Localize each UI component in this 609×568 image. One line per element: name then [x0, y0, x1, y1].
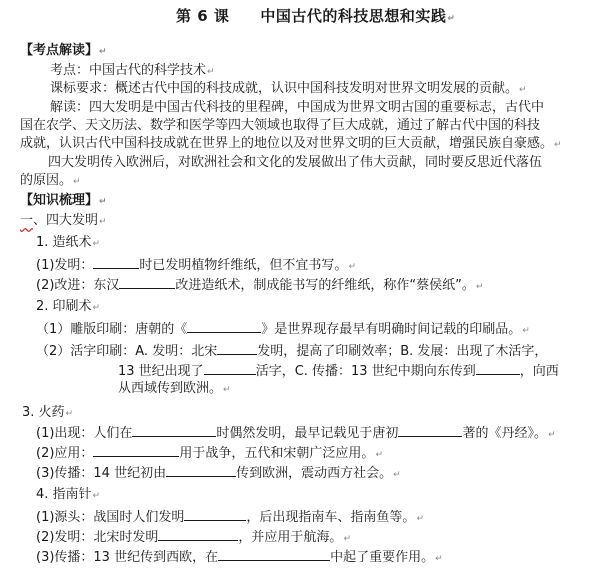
paragraph-mark: ↵: [522, 326, 530, 336]
paragraph-mark: ↵: [435, 554, 443, 564]
fill-blank[interactable]: [93, 444, 179, 457]
paragraph-mark: ↵: [92, 303, 101, 313]
paragraph-mark: ↵: [73, 177, 81, 187]
paper-line-1: (1)发明： 时已发明植物纤维纸，但不宜书写。↵: [36, 258, 356, 273]
paragraph-mark: ↵: [92, 491, 101, 501]
paragraph-mark: ↵: [519, 85, 527, 95]
paragraph-mark: ↵: [447, 14, 456, 24]
fill-blank[interactable]: [132, 424, 216, 437]
lesson-title: [176, 8, 455, 28]
section-heading-zhishi: 【知识梳理】↵: [20, 193, 107, 208]
jiedu-line-4: 四大发明传入欧洲后，对欧洲社会和文化的发展做出了伟大贡献，同时要反思近代落伍: [48, 155, 543, 170]
fill-blank[interactable]: [93, 256, 139, 269]
kaodian-line: 考点：中国古代的科学技术↵: [50, 63, 215, 78]
paragraph-mark: ↵: [375, 450, 383, 460]
kebiao-line: 课标要求：概述古代中国的科技成就，认识中国科技发明对世界文明发展的贡献。↵: [50, 81, 527, 96]
compass-line-2: (2)发明：北宋时发明 ，并应用于航海。↵: [36, 530, 351, 545]
jiedu-line-1: 解读：四大发明是中国古代科技的里程碑，中国成为世界文明古国的重要标志，古代中: [50, 100, 545, 115]
gunpowder-heading: 3. 火药↵: [22, 405, 74, 420]
lesson-title-text: 第 6 课 中国古代的科技思想和实践: [176, 7, 447, 25]
fill-blank[interactable]: [158, 528, 238, 541]
printing-line-3: 13 世纪出现了 活字，C. 传播：13 世纪中期向东传到 ，向西: [118, 364, 559, 379]
fill-blank[interactable]: [166, 464, 236, 477]
paragraph-mark: ↵: [65, 409, 74, 419]
paper-line-2: (2)改进：东汉 改进造纸术，制成能书写的纤维纸，称作“蔡侯纸”。↵: [36, 278, 484, 293]
compass-line-1: (1)源头：战国时人们发明 ，后出现指南车、指南鱼等。↵: [36, 510, 424, 525]
fill-blank[interactable]: [398, 424, 462, 437]
compass-heading: 4. 指南针↵: [36, 487, 101, 502]
part1-heading: 一、四大发明↵: [20, 213, 107, 228]
paragraph-mark: ↵: [99, 47, 107, 57]
paragraph-mark: ↵: [99, 217, 107, 227]
paragraph-mark: ↵: [343, 534, 351, 544]
paragraph-mark: ↵: [547, 430, 556, 440]
gunpowder-line-3: (3)传播：14 世纪初由 传到欧洲，震动西方社会。↵: [36, 466, 401, 481]
fill-blank[interactable]: [187, 320, 261, 333]
fill-blank[interactable]: [218, 548, 330, 561]
fill-blank[interactable]: [184, 508, 246, 521]
paragraph-mark: ↵: [223, 385, 231, 395]
printing-heading: 2. 印刷术↵: [36, 299, 101, 314]
printing-line-2: （2）活字印刷：A. 发明：北宋 发明，提高了印刷效率；B. 发展：出现了木活字，: [36, 344, 548, 359]
paper-heading: 1. 造纸术↵: [36, 235, 101, 250]
jiedu-line-3: 成就，认识古代中国科技成就在世界上的地位以及对世界文明的巨大贡献，增强民族自豪感。↵: [20, 136, 562, 151]
paragraph-mark: ↵: [348, 262, 356, 272]
fill-blank[interactable]: [476, 362, 520, 375]
paragraph-mark: ↵: [99, 197, 107, 207]
fill-blank[interactable]: [119, 276, 175, 289]
printing-line-4: 从西域传到欧洲。↵: [118, 381, 231, 396]
gunpowder-line-1: (1)出现：人们在 时偶然发明，最早记载见于唐初 著的《丹经》。↵: [36, 426, 556, 441]
gunpowder-line-2: (2)应用： 用于战争，五代和宋朝广泛应用。↵: [36, 446, 383, 461]
paragraph-mark: ↵: [475, 282, 484, 292]
compass-line-3: (3)传播：13 世纪传到西欧，在 中起了重要作用。↵: [36, 550, 443, 565]
fill-blank[interactable]: [217, 342, 257, 355]
paragraph-mark: ↵: [207, 67, 215, 77]
jiedu-line-2: 国在农学、天文历法、数学和医学等四大领域也取得了巨大成就，通过了解古代中国的科技: [20, 118, 541, 133]
paragraph-mark: ↵: [92, 239, 101, 249]
jiedu-line-5: 的原因。↵: [20, 173, 81, 188]
fill-blank[interactable]: [204, 362, 256, 375]
paragraph-mark: ↵: [416, 514, 424, 524]
paragraph-mark: ↵: [554, 140, 562, 150]
section-heading-kaodian: 【考点解读】↵: [20, 43, 107, 58]
printing-line-1: （1）雕版印刷：唐朝的《 》是世界现存最早有明确时间记载的印刷品。↵: [36, 322, 530, 337]
paragraph-mark: ↵: [393, 470, 401, 480]
